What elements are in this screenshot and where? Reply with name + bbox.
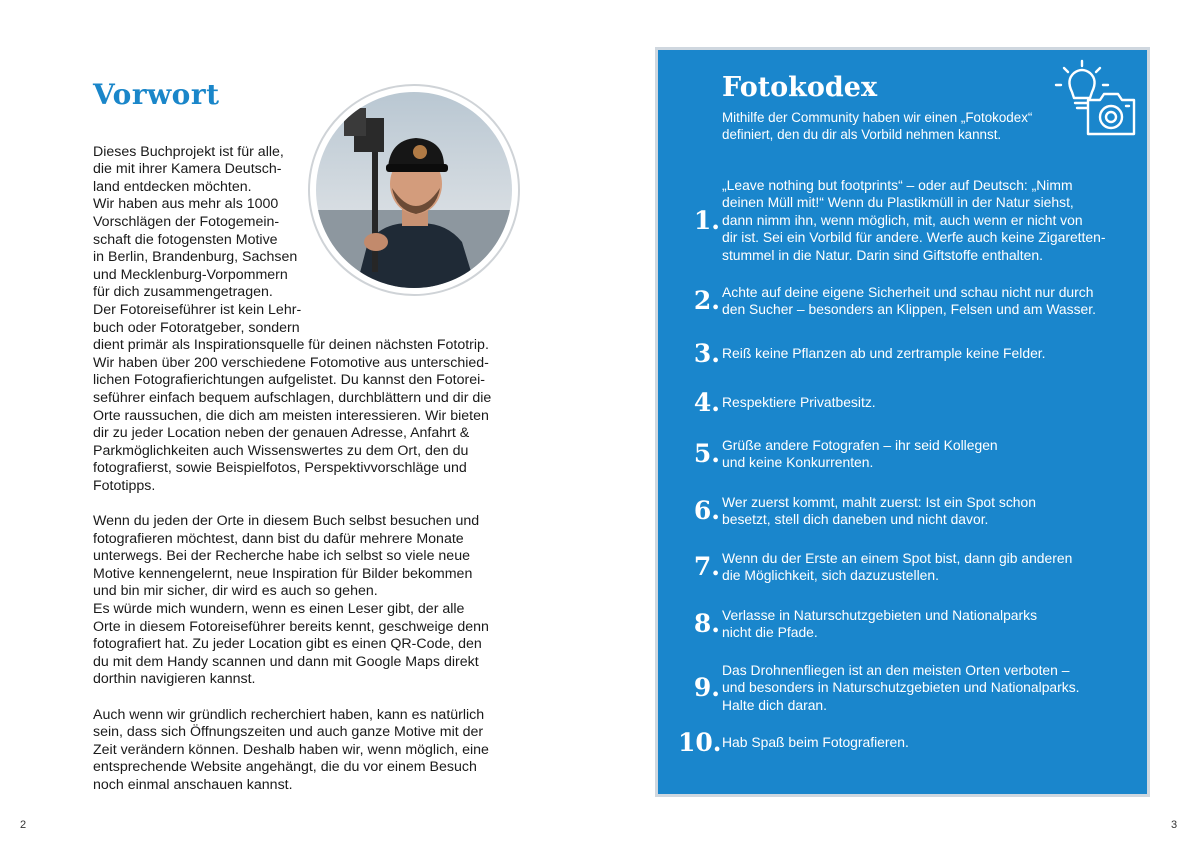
- fotokodex-rule-9: [678, 662, 1118, 714]
- rule-text: Wenn du der Erste an einem Spot bist, dann gib anderen die Möglichkeit, sich dazuzustellen.: [722, 550, 1073, 584]
- rule-number: 4.: [693, 387, 720, 417]
- rule-text: Verlasse in Naturschutzgebieten und Nationalparks nicht die Pfade.: [722, 607, 1038, 641]
- rule-number: 9.: [693, 673, 720, 703]
- rule-number: 6.: [693, 496, 720, 526]
- vorwort-paragraph-3: Auch wenn wir gründlich recherchiert haben, kann es natürlich sein, dass sich Öffnungszeiten und auch ganze Motive mit der Zeit verändern können. Deshalb haben wir, wenn möglich, eine entsprechende Website angehängt, die du vor einem Besuch noch einmal anschauen kannst.: [93, 706, 489, 793]
- fotokodex-intro: Mithilfe der Community haben wir einen „Fotokodex“ definiert, den du dir als Vorbild nehmen kannst.: [722, 110, 1033, 142]
- fotokodex-rule-2: [678, 284, 1118, 319]
- fotokodex-rule-10: [678, 727, 1118, 757]
- fotokodex-rule-4: [678, 387, 1118, 417]
- rule-number: 3.: [693, 338, 720, 368]
- rule-text: Wer zuerst kommt, mahlt zuerst: Ist ein Spot schon besetzt, stell dich daneben und nicht davor.: [722, 494, 1036, 528]
- fotokodex-rule-1: [678, 177, 1118, 264]
- rule-number: 1.: [693, 205, 720, 235]
- fotokodex-box: [655, 47, 1150, 797]
- fotokodex-title: Fotokodex: [722, 72, 878, 103]
- vorwort-body: [93, 126, 513, 812]
- lightbulb-camera-icon: [1048, 58, 1140, 140]
- fotokodex-rule-5: [678, 437, 1118, 472]
- fotokodex-rule-6: [678, 494, 1118, 529]
- page-number-right: 3: [1171, 819, 1178, 831]
- vorwort-paragraph-1-intro: Dieses Buchprojekt ist für alle, die mit ihrer Kamera Deutsch- land entdecken möchten. Wir haben aus mehr als 1000 Vorschlägen der Fotogemein- schaft die fotogensten Motive in Berlin, Brandenburg, Sachsen und Mecklenburg-Vorpommern für dich zusammengetragen. Der Fotoreiseführer ist kein Lehr- buch oder Fotoratgeber, sondern: [93, 143, 302, 336]
- rule-text: Achte auf deine eigene Sicherheit und schau nicht nur durch den Sucher – besonders an Klippen, Felsen und am Wasser.: [722, 284, 1096, 318]
- fotokodex-rule-3: [678, 338, 1118, 368]
- rule-number: 2.: [693, 286, 720, 316]
- rule-text: Hab Spaß beim Fotografieren.: [722, 734, 909, 750]
- rule-text: Grüße andere Fotografen – ihr seid Kollegen und keine Konkurrenten.: [722, 437, 998, 471]
- rule-text: Das Drohnenfliegen ist an den meisten Orten verboten – und besonders in Naturschutzgebieten und Nationalparks. Halte dich daran.: [722, 662, 1080, 713]
- fotokodex-rule-7: [678, 550, 1118, 585]
- rule-number: 8.: [693, 609, 720, 639]
- vorwort-paragraph-2: Wenn du jeden der Orte in diesem Buch selbst besuchen und fotografieren möchtest, dann bist du dafür mehrere Monate unterwegs. Bei der Recherche habe ich selbst so viele neue Motive kennengelernt, neue Inspiration für Bilder bekommen und bin mir sicher, dir wird es auch so gehen. Es würde mich wundern, wenn es einen Leser gibt, der alle Orte in diesem Fotoreiseführer bereits kennt, geschweige denn fotografiert hat. Zu jeder Location gibt es einen QR-Code, den du mit dem Handy scannen und dann mit Google Maps direkt dorthin navigieren kannst.: [93, 513, 489, 688]
- fotokodex-rule-8: [678, 607, 1118, 642]
- page-number-left: 2: [20, 819, 27, 831]
- rule-text: „Leave nothing but footprints“ – oder auf Deutsch: „Nimm deinen Müll mit!“ Wenn du Plastikmüll in der Natur siehst, dann nimm ihn, wenn möglich, mit, auch wenn er nicht von dir ist. Sei ein Vorbild für andere. Werfe auch keine Zigaretten- stummel in die Natur. Darin sind Giftstoffe enthalten.: [722, 177, 1106, 263]
- rule-text: Reiß keine Pflanzen ab und zertrample keine Felder.: [722, 345, 1046, 361]
- rule-number: 10.: [678, 727, 722, 757]
- rule-number: 5.: [693, 439, 720, 469]
- rule-number: 7.: [693, 552, 720, 582]
- rule-text: Respektiere Privatbesitz.: [722, 394, 876, 410]
- page-title-vorwort: Vorwort: [93, 78, 220, 111]
- vorwort-paragraph-1-rest: dient primär als Inspirationsquelle für deinen nächsten Fototrip. Wir haben über 200 verschiedene Fotomotive aus unterschied- lichen Fotografierichtungen aufgelistet. Du kannst den Fotorei- seführer einfach bequem aufschlagen, durchblättern und dir die Orte raussuchen, die dich am meisten interessieren. Wir bieten dir zu jeder Location neben der genauen Adresse, Anfahrt & Parkmöglichkeiten auch Wissenswertes zu dem Ort, den du fotografierst, sowie Beispielfotos, Perspektivvorschläge und Fototipps.: [93, 337, 492, 494]
